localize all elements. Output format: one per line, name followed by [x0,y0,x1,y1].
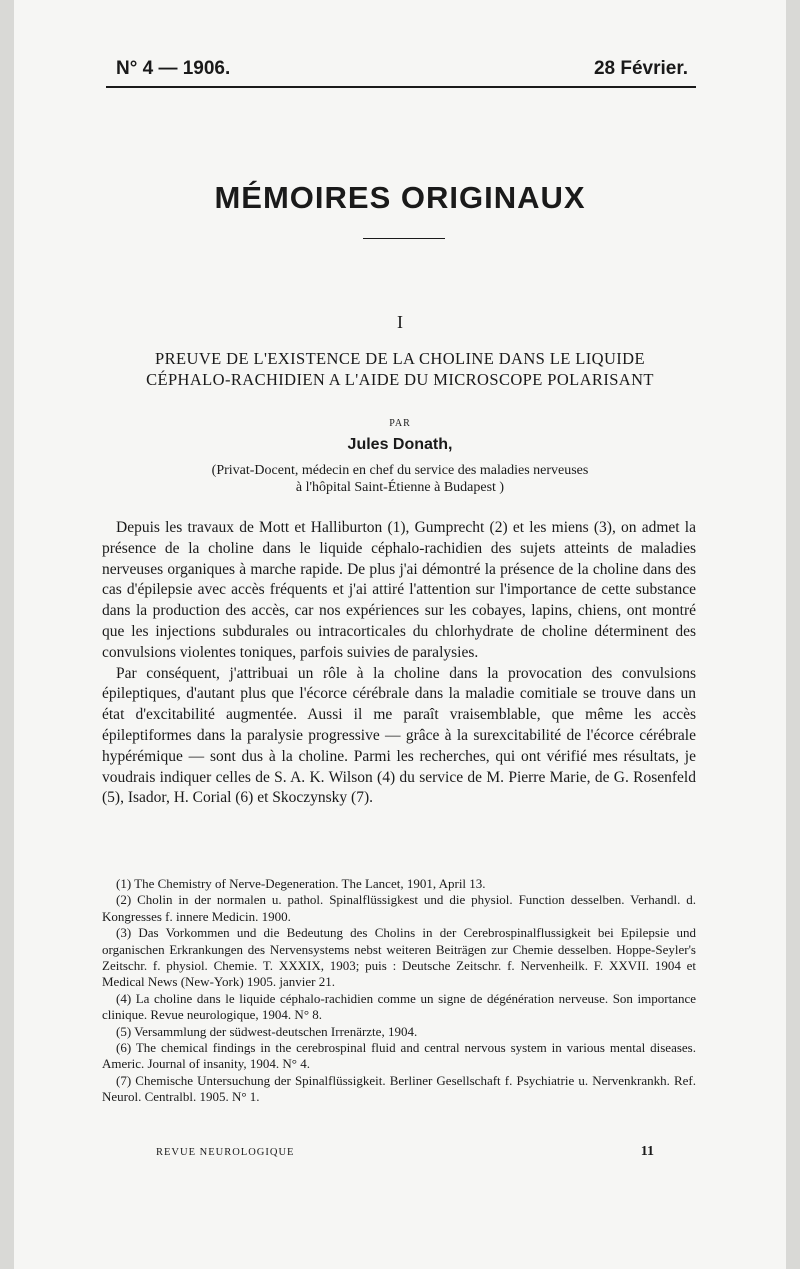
journal-name: REVUE NEUROLOGIQUE [156,1147,295,1158]
footnote: (5) Versammlung der südwest-deutschen Irrenärzte, 1904. [116,1023,418,1039]
page-number: 11 [640,1144,654,1159]
footnote: (2) Cholin in der normalen u. pathol. Spinalflüssigkest und die physiol. Function desselben. Verhandl. d. Kongresses f. innere Medicin. 1900. [102,892,696,924]
affiliation-line-2: à l'hôpital Saint-Étienne à Budapest ) [295,480,505,495]
article-number: I [397,312,403,332]
article-title-line-2: CÉPHALO-RACHIDIEN A L'AIDE DU MICROSCOPE POLARISANT [146,370,654,389]
issue-date: 28 Février. [593,58,688,79]
body-paragraph: Depuis les travaux de Mott et Halliburton (1), Gumprecht (2) et les miens (3), on admet la présence de la choline dans le liquide céphalo-rachidien des sujets atteints de maladies nerveuses organiques à marche rapide. De plus j'ai démontré la présence de la choline dans des cas d'épilepsie avec accès fréquents et j'ai attiré l'attention sur l'importance de cette substance dans la production des accès, car nos expériences sur les cobayes, lapins, chiens, ont montré que les injections subdurales ou intracorticales du chlorhydrate de choline déterminent des convulsions violentes toniques, parfois suivies de paralysies. [102,519,696,661]
article-title [114,348,686,390]
by-label: PAR [389,418,411,429]
article-title-line-1: PREUVE DE L'EXISTENCE DE LA CHOLINE DANS LE LIQUIDE [155,349,645,368]
article-body [102,518,696,809]
title-divider [363,238,445,239]
footnote: (3) Das Vorkommen und die Bedeutung des Cholins in der Cerebrospinalflussigkeit bei Epilepsie und organischen Erkrankungen des Nervensystems nebst weiteren Beiträgen zur Chemie desselben. Hoppe-Seyler's Zeitschr. f. physiol. Chemie. T. XXXIX, 1903; puis : Deutsche Zeitschr. f. Nervenheilk. F. XXVII. 1904 et Medical News (New-York) 1905. janvier 21. [102,925,696,990]
body-paragraph: Par conséquent, j'attribuai un rôle à la choline dans la provocation des convulsions épileptiques, d'autant plus que l'écorce cérébrale dans la maladie comitiale se trouve dans un état d'excitabilité augmentée. Aussi il me paraît vraisemblable, que même les accès épileptiformes dans la paralysie progressive — grâce à la surexcitabilité de l'écorce cérébrale hypérémique — sont dus à la choline. Parmi les recherches, qui ont vérifié mes résultats, je voudrais indiquer celles de S. A. K. Wilson (4) du service de M. Pierre Marie, de G. Rosenfeld (5), Isador, H. Corial (6) et Skoczynsky (7). [102,664,696,807]
header-rule [106,86,696,88]
footnote: (4) La choline dans le liquide céphalo-rachidien comme un signe de dégénération nerveuse. Son importance clinique. Revue neurologique, 1904. N° 8. [102,990,696,1023]
issue-number: N° 4 — 1906. [116,58,231,79]
author-affiliation [114,462,686,496]
author-name: Jules Donath, [347,436,453,453]
affiliation-line-1: (Privat-Docent, médecin en chef du service des maladies nerveuses [211,463,589,478]
footnote: (6) The chemical findings in the cerebrospinal fluid and central nervous system in various mental diseases. Americ. Journal of insanity, 1904. N° 4. [102,1040,696,1072]
page-footer [156,1144,654,1160]
footnote: (7) Chemische Untersuchung der Spinalflüssigkeit. Berliner Gesellschaft f. Psychiatrie u. Nervenkrankh. Ref. Neurol. Centralbl. 1905. N° 1. [102,1072,696,1105]
footnotes [102,876,696,1106]
section-title: MÉMOIRES ORIGINAUX [214,180,586,215]
footnote: (1) The Chemistry of Nerve-Degeneration. The Lancet, 1901, April 13. [116,876,486,891]
page-header [116,58,688,80]
